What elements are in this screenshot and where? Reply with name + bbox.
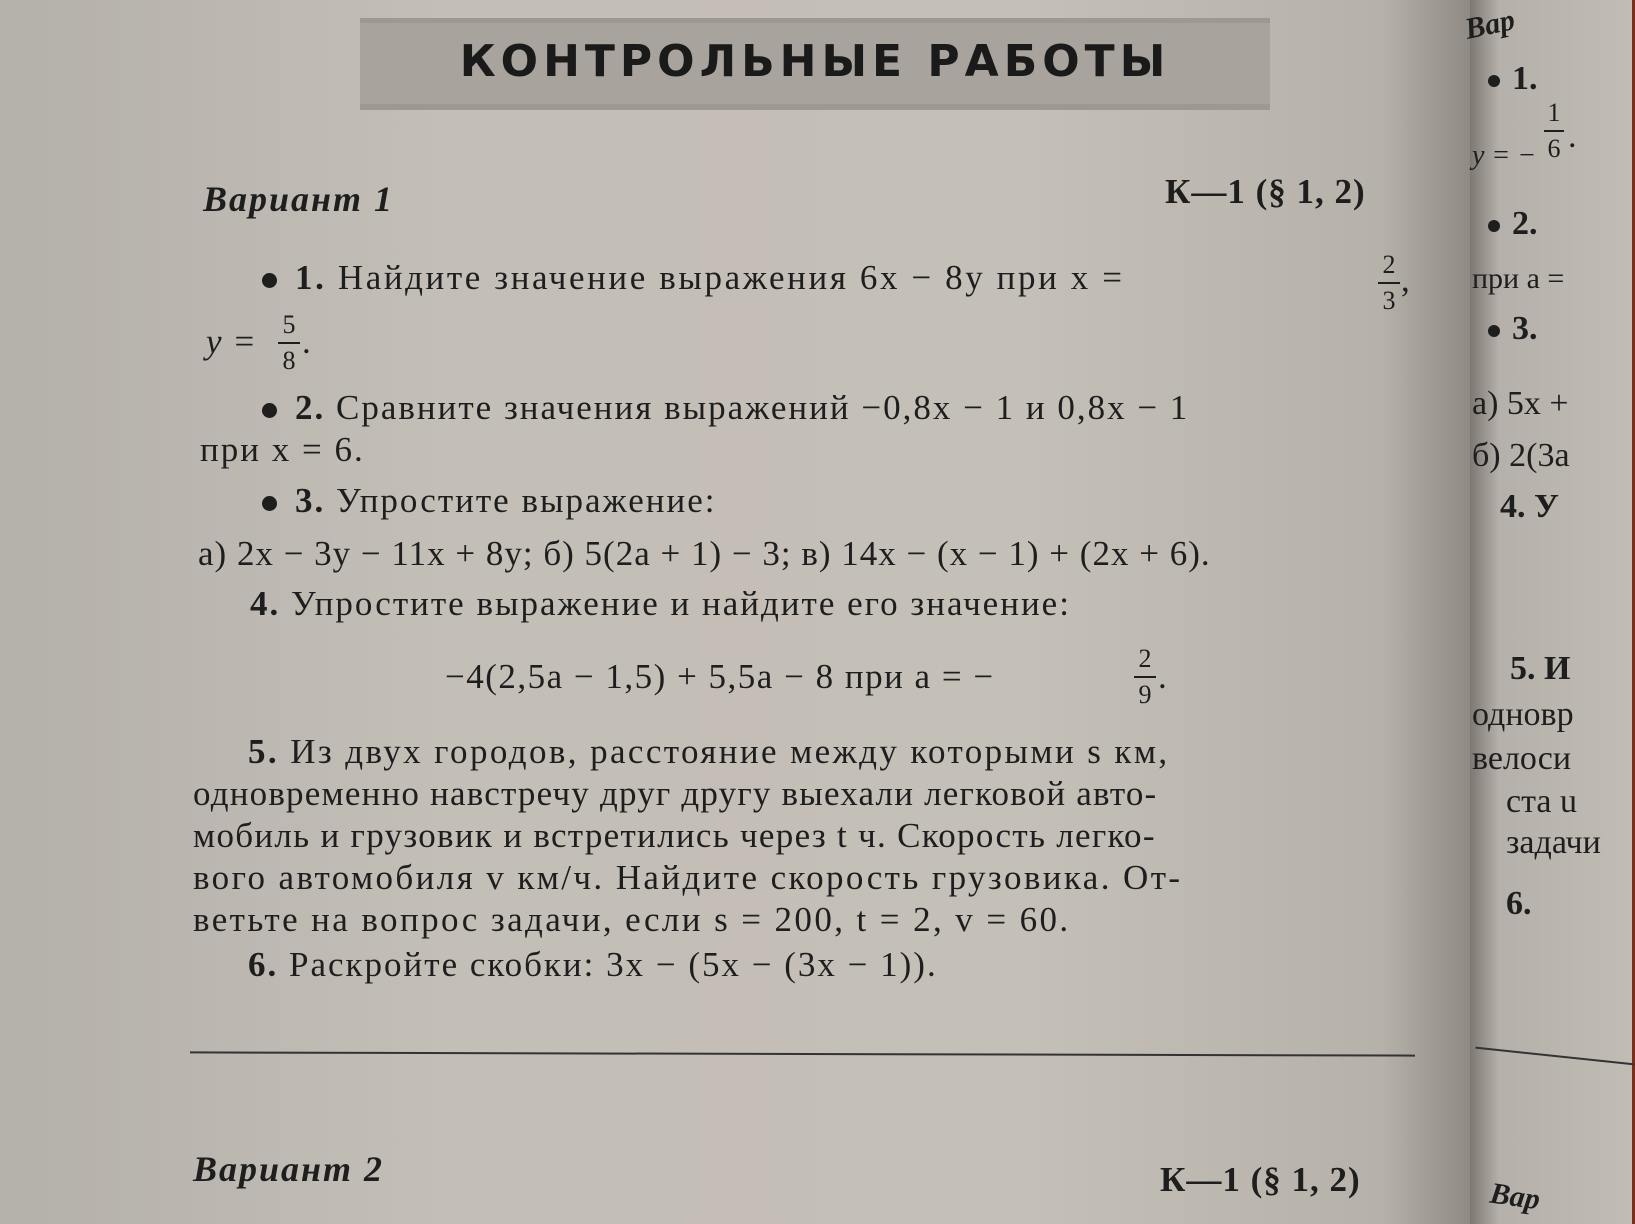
fraction-x: [1378, 252, 1400, 314]
fraction-y-numerator: 5: [282, 310, 296, 339]
task-4-period: .: [1158, 657, 1168, 696]
task-5: [248, 732, 1170, 772]
right-page: [1462, 0, 1632, 1224]
task-5-number: 5.: [248, 732, 280, 771]
task-4: [250, 584, 1071, 624]
bullet-icon: [262, 496, 277, 511]
right-page-fragment: 6.: [1506, 885, 1532, 922]
task-1-number: 1.: [295, 258, 327, 297]
right-page-fraction: 1 6: [1544, 100, 1564, 162]
page-title: КОНТРОЛЬНЫЕ РАБОТЫ: [459, 36, 1171, 87]
fraction-a: [1134, 646, 1156, 708]
right-page-fragment: 2.: [1488, 205, 1538, 243]
right-page-fragment: при a =: [1472, 262, 1565, 295]
bullet-icon: [262, 403, 277, 418]
right-page-fragment: 3.: [1488, 310, 1538, 348]
right-page-fragment: б) 2(3a: [1472, 437, 1570, 474]
right-page-divider: [1475, 1047, 1634, 1066]
task-3: [262, 481, 717, 521]
right-page-fragment: ста u: [1506, 783, 1577, 820]
task-3-line-2: а) 2x − 3y − 11x + 8y; б) 5(2a + 1) − 3; в) 14x − (x − 1) + (2x + 6).: [198, 534, 1211, 573]
fraction-a-denominator: 9: [1138, 680, 1152, 709]
banner-top-rule: [360, 18, 1270, 23]
section-divider: [190, 1051, 1415, 1056]
right-page-fragment: 4. У: [1500, 488, 1559, 525]
right-page-fragment: y = −: [1472, 140, 1537, 171]
fraction-bar: [1134, 676, 1156, 678]
right-page-fragment: 5. И: [1510, 650, 1571, 687]
variant-1-code: К—1 (§ 1, 2): [1165, 172, 1366, 211]
task-5-line-3: мобиль и грузовик и встретились через t ч. Скорость легко-: [193, 816, 1156, 855]
bullet-icon: [1488, 220, 1500, 232]
right-page-fragment: .: [1568, 118, 1577, 155]
fraction-x-numerator: 2: [1382, 250, 1396, 279]
fraction-bar: [278, 342, 300, 344]
task-5-line-5: ветьте на вопрос задачи, если s = 200, t = 2, v = 60.: [193, 900, 1071, 939]
right-page-fragment: а) 5x +: [1472, 385, 1569, 422]
task-2-line-2: при x = 6.: [200, 430, 365, 469]
right-page-fragment: велоси: [1472, 740, 1572, 777]
variant-2-label: Вариант 2: [193, 1149, 385, 1189]
task-2: [262, 388, 1189, 428]
fraction-y-denominator: 8: [282, 346, 296, 375]
task-5-line-1: Из двух городов, расстояние между которыми s км,: [290, 732, 1170, 771]
task-4-line-1: Упростите выражение и найдите его значение:: [291, 584, 1071, 623]
task-3-number: 3.: [295, 481, 326, 520]
task-1-comma: ,: [1401, 260, 1411, 299]
bullet-icon: [1488, 75, 1500, 87]
task-3-line-1: Упростите выражение:: [336, 481, 717, 520]
variant-2-code: К—1 (§ 1, 2): [1160, 1160, 1361, 1199]
header-banner: [360, 18, 1270, 110]
right-page-fragment: Вар: [1462, 3, 1518, 46]
task-6-text: Раскройте скобки: 3x − (5x − (3x − 1)).: [289, 945, 938, 984]
task-4-expression: −4(2,5a − 1,5) + 5,5a − 8 при a = −: [445, 657, 995, 696]
task-1-y-eq: y =: [206, 322, 257, 361]
task-5-line-2: одновременно навстречу друг другу выехали легковой авто-: [193, 774, 1158, 813]
task-6-number: 6.: [248, 945, 279, 984]
right-page-fragment: 1.: [1488, 60, 1538, 98]
right-page-fragment: Вар: [1488, 1176, 1543, 1217]
task-1-text: Найдите значение выражения 6x − 8y при x =: [337, 258, 1125, 297]
task-2-line-1: Сравните значения выражений −0,8x − 1 и 0,8x − 1: [336, 388, 1190, 427]
banner-bottom-rule: [360, 104, 1270, 110]
fraction-a-numerator: 2: [1138, 644, 1152, 673]
variant-1-label: Вариант 1: [203, 179, 395, 219]
task-6: [248, 945, 938, 985]
fraction-bar: [1378, 282, 1400, 284]
bullet-icon: [1488, 325, 1500, 337]
task-5-line-4: вого автомобиля v км/ч. Найдите скорость грузовика. От-: [193, 858, 1183, 897]
bullet-icon: [262, 273, 277, 288]
right-page-fragment: задачи: [1506, 824, 1601, 861]
task-1: [262, 258, 1125, 298]
fraction-y: [278, 312, 300, 374]
fraction-x-denominator: 3: [1382, 286, 1396, 315]
right-page-fragment: одновр: [1472, 696, 1574, 733]
task-2-number: 2.: [295, 388, 326, 427]
task-1-period: .: [302, 322, 312, 361]
task-4-number: 4.: [250, 584, 281, 623]
